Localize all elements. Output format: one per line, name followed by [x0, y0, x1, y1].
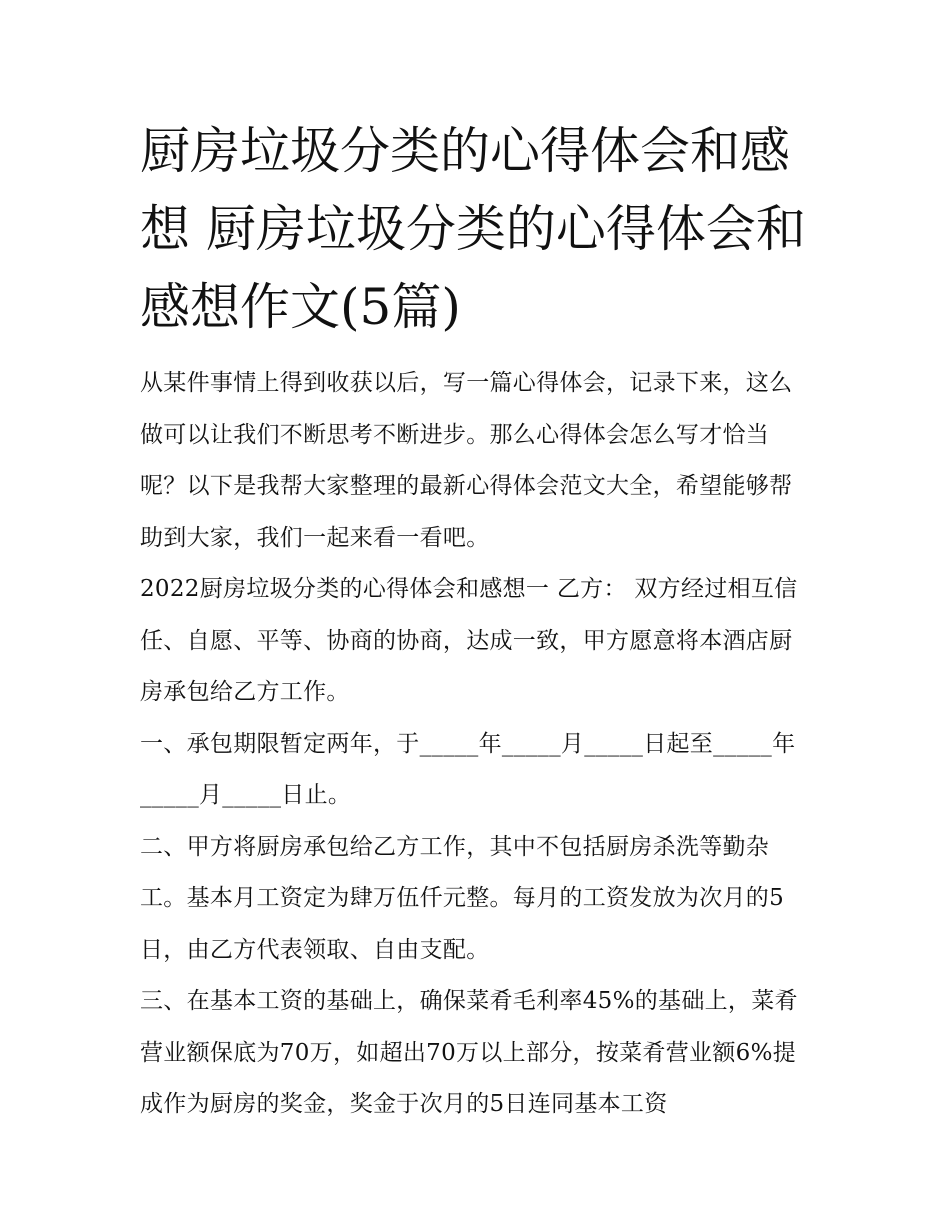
- paragraph-clause-2: 二、甲方将厨房承包给乙方工作，其中不包括厨房杀洗等勤杂工。基本月工资定为肆万伍仟元整。每月的工资发放为次月的5日，由乙方代表领取、自由支配。: [140, 833, 785, 963]
- paragraph-parties: 2022厨房垃圾分类的心得体会和感想一 乙方： 双方经过相互信任、自愿、平等、协商的协商，达成一致，甲方愿意将本酒店厨房承包给乙方工作。: [140, 576, 798, 705]
- document-body: [140, 358, 812, 1131]
- document-title: 厨房垃圾分类的心得体会和感想 厨房垃圾分类的心得体会和感想作文(5篇): [140, 122, 806, 336]
- paragraph-clause-3: 三、在基本工资的基础上，确保菜肴毛利率45%的基础上，菜肴营业额保底为70万，如超出70万以上部分，按菜肴营业额6%提成作为厨房的奖金，奖金于次月的5日连同基本工资: [140, 988, 798, 1117]
- paragraph-intro: 从某件事情上得到收获以后，写一篇心得体会，记录下来，这么做可以让我们不断思考不断进步。那么心得体会怎么写才恰当呢？以下是我帮大家整理的最新心得体会范文大全，希望能够帮助到大家，我们一起来看一看吧。: [140, 370, 793, 551]
- document-page: [140, 112, 812, 1131]
- paragraph-clause-1: 一、承包期限暂定两年，于_____年_____月_____日起至_____年_____月_____日止。: [140, 730, 796, 808]
